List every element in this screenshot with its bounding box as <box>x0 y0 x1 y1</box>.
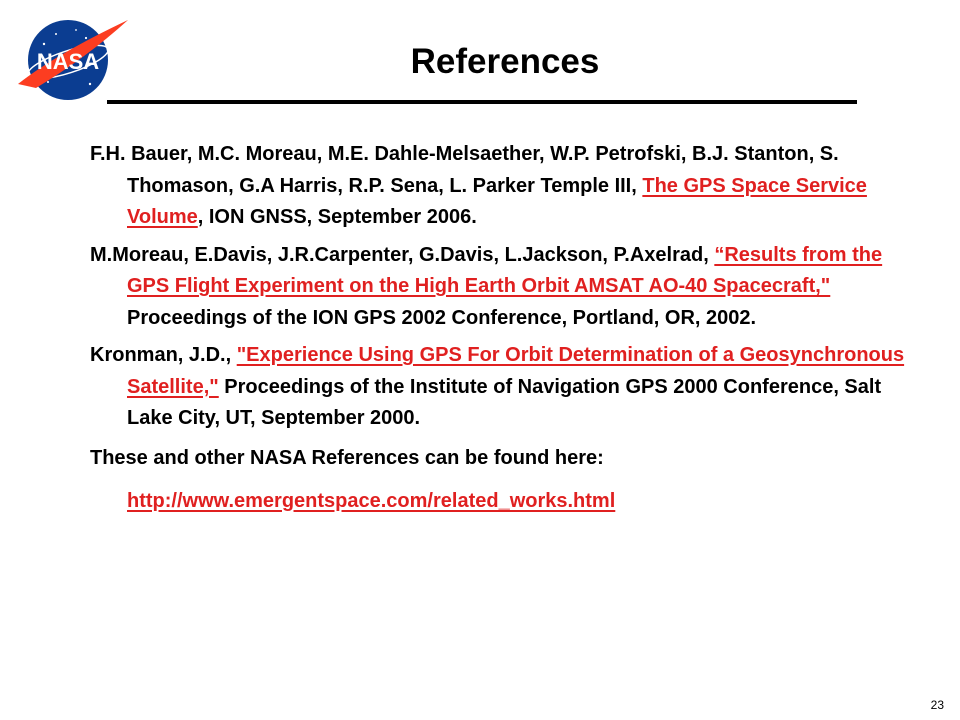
page-number: 23 <box>930 698 944 712</box>
reference-link[interactable]: "Experience Using GPS For Orbit Determination of a Geosynchronous Satellite," <box>127 344 905 398</box>
reference-suffix: Proceedings of the Institute of Navigation GPS 2000 Conference, Salt Lake City, UT, September 2000. <box>127 375 882 429</box>
references-url-link[interactable]: http://www.emergentspace.com/related_works.html <box>127 489 616 512</box>
title-divider <box>107 100 857 104</box>
page-title: References <box>410 42 600 81</box>
url-line <box>90 486 910 517</box>
reference-link[interactable]: The GPS Space Service Volume <box>127 174 867 228</box>
nasa-logo-text: NASA <box>36 49 100 74</box>
references-note: These and other NASA References can be found here: <box>90 446 604 469</box>
reference-suffix: Proceedings of the ION GPS 2002 Conference, Portland, OR, 2002. <box>127 306 757 329</box>
reference-authors: F.H. Bauer, M.C. Moreau, M.E. Dahle-Melsaether, W.P. Petrofski, B.J. Stanton, S. Thomason, G.A Harris, R.P. Sena, L. Parker Temple III, <box>90 143 839 197</box>
reference-authors: Kronman, J.D., <box>90 344 237 366</box>
reference-list <box>90 139 910 517</box>
reference-item <box>90 240 910 335</box>
reference-item <box>90 340 910 435</box>
reference-authors: M.Moreau, E.Davis, J.R.Carpenter, G.Davis, L.Jackson, P.Axelrad, <box>90 243 715 266</box>
reference-suffix: , ION GNSS, September 2006. <box>197 206 477 228</box>
reference-item <box>90 139 910 234</box>
reference-link[interactable]: “Results from the GPS Flight Experiment on the High Earth Orbit AMSAT AO-40 Spacecraft," <box>127 243 883 297</box>
